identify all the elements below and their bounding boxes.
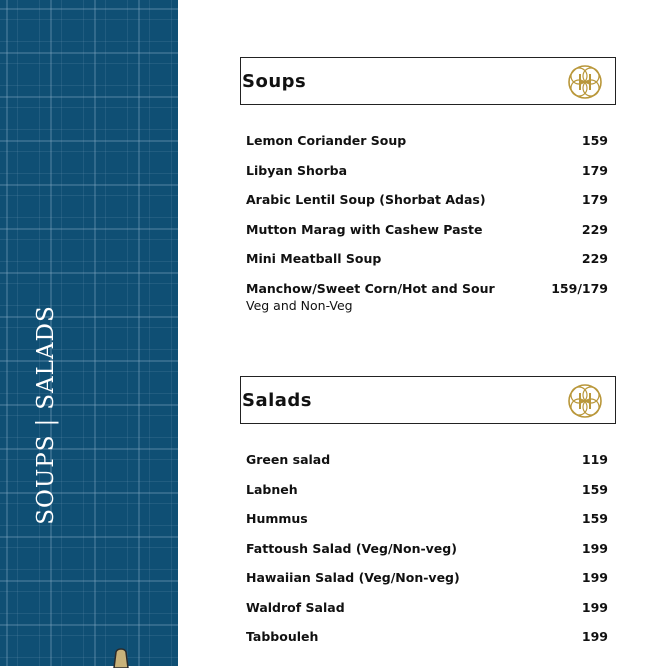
- menu-item-price: 159: [581, 511, 608, 526]
- menu-item: [246, 600, 608, 615]
- menu-item-price: 229: [581, 251, 608, 266]
- menu-item: [246, 629, 608, 644]
- menu-item-subtitle: Veg and Non-Veg: [246, 298, 353, 313]
- menu-item: [246, 222, 608, 237]
- sidebar-title-soups: SOUPS: [33, 434, 59, 525]
- soups-section-title: Soups: [242, 71, 307, 92]
- menu-item-price: 199: [581, 600, 608, 615]
- menu-item-price: 229: [581, 222, 608, 237]
- menu-item-price: 199: [581, 541, 608, 556]
- menu-item-price: 119: [581, 452, 608, 467]
- menu-item-name: Fattoush Salad (Veg/Non-veg): [246, 541, 457, 556]
- sidebar-title-salads: SALADS: [33, 305, 59, 410]
- monogram-emblem-icon: [567, 383, 603, 419]
- menu-item-name: Waldrof Salad: [246, 600, 345, 615]
- menu-item-name: Mutton Marag with Cashew Paste: [246, 222, 483, 237]
- soups-section-header: [240, 57, 616, 105]
- menu-item: [246, 133, 608, 148]
- menu-item-price: 199: [581, 629, 608, 644]
- menu-item-price: 159: [581, 133, 608, 148]
- menu-item: [246, 251, 608, 266]
- menu-item-price: 159/179: [551, 281, 608, 296]
- menu-item: [246, 511, 608, 526]
- menu-item: [246, 281, 608, 313]
- menu-item-name: Lemon Coriander Soup: [246, 133, 407, 148]
- monogram-emblem-icon: [567, 64, 603, 100]
- menu-item-price: 179: [581, 192, 608, 207]
- menu-item-name: Manchow/Sweet Corn/Hot and Sour: [246, 281, 495, 296]
- sidebar-title-separator: |: [33, 417, 59, 427]
- sidebar-vertical-title: [33, 305, 59, 524]
- menu-item-name: Tabbouleh: [246, 629, 319, 644]
- menu-item-price: 179: [581, 163, 608, 178]
- menu-item-name: Arabic Lentil Soup (Shorbat Adas): [246, 192, 486, 207]
- menu-item-name: Libyan Shorba: [246, 163, 348, 178]
- menu-item-name: Mini Meatball Soup: [246, 251, 382, 266]
- salads-section-header: [240, 376, 616, 424]
- menu-item: [246, 570, 608, 585]
- menu-item: [246, 192, 608, 207]
- menu-item-name: Labneh: [246, 482, 298, 497]
- menu-item: [246, 482, 608, 497]
- menu-item-price: 159: [581, 482, 608, 497]
- salads-section-title: Salads: [242, 390, 313, 411]
- menu-item-name: Hawaiian Salad (Veg/Non-veg): [246, 570, 460, 585]
- menu-item: [246, 452, 608, 467]
- menu-item-price: 199: [581, 570, 608, 585]
- menu-item-name: Hummus: [246, 511, 308, 526]
- sidebar-pattern-panel: [0, 0, 178, 666]
- menu-item-name: Green salad: [246, 452, 331, 467]
- bottle-illustration-icon: [110, 648, 132, 668]
- menu-item: [246, 163, 608, 178]
- menu-item: [246, 541, 608, 556]
